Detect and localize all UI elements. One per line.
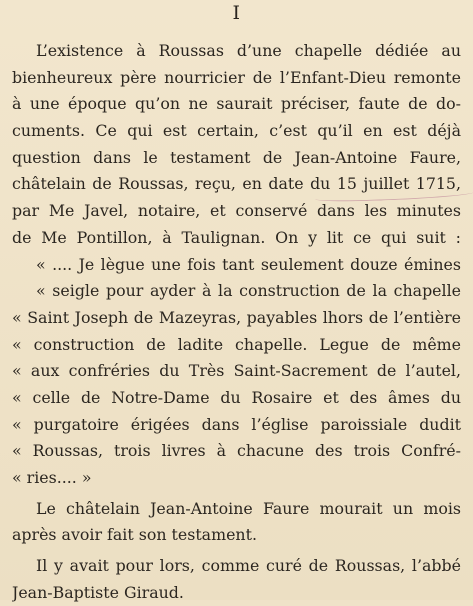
text-line: à une époque qu’on ne saurait préciser, faute de do- [12, 94, 461, 114]
text-line: cuments. Ce qui est certain, c’est qu’il en est déjà [12, 121, 461, 141]
text-line: Il y avait pour lors, comme curé de Roussas, l’abbé [36, 556, 461, 576]
text-line: bienheureux père nourricier de l’Enfant-Dieu remonte [12, 67, 461, 87]
quote-line: « purgatoire érigées dans l’église paroissiale dudit [12, 414, 461, 434]
text-line: après avoir fait son testament. [12, 525, 257, 545]
quote-line: « celle de Notre-Dame du Rosaire et des âmes du [12, 387, 461, 407]
text-line: question dans le testament de Jean-Antoine Faure, [12, 147, 461, 167]
quote-line: « Saint Joseph de Mazeyras, payables lhors de l’entière [12, 307, 461, 327]
text-line: de Me Pontillon, à Taulignan. On y lit ce qui suit : [12, 227, 461, 247]
section-heading: I [232, 2, 241, 24]
text-line: L’existence à Roussas d’une chapelle dédiée au [36, 41, 461, 60]
quote-line: « construction de ladite chapelle. Legue de même [12, 334, 461, 354]
quote-line: « .... Je lègue une fois tant seulement douze émines [36, 254, 461, 274]
quote-line: « seigle pour ayder à la construction de la chapelle [36, 281, 461, 301]
body-text [12, 38, 461, 606]
text-line: châtelain de Roussas, reçu, en date du 15 juillet 1715, [12, 174, 461, 194]
text-line: par Me Javel, notaire, et conservé dans les minutes [12, 201, 461, 221]
quote-line: « ries.... » [12, 468, 92, 487]
quote-line: « aux confréries du Très Saint-Sacrement de l’autel, [12, 361, 461, 381]
text-line: Jean-Baptiste Giraud. [12, 582, 184, 602]
text-line: Le châtelain Jean-Antoine Faure mourait un mois [36, 498, 461, 518]
quote-line: « Roussas, trois livres à chacune des trois Confré- [12, 441, 461, 461]
